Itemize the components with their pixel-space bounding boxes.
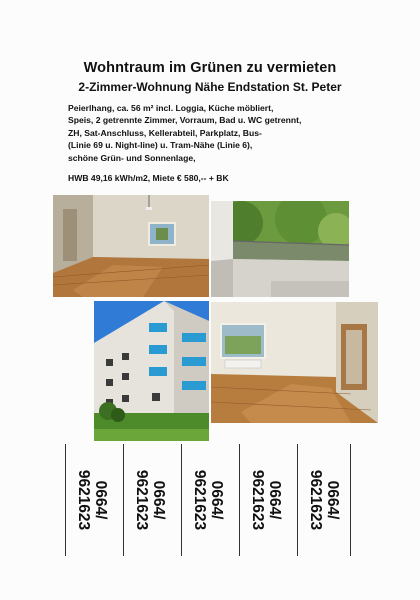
description-line: (Linie 69 u. Night-line) u. Tram-Nähe (Linie 6),	[68, 140, 253, 151]
tear-off-tab[interactable]	[297, 444, 351, 556]
room-photo-2	[211, 302, 378, 423]
description-line: Speis, 2 getrennte Zimmer, Vorraum, Bad u. WC getrennt,	[68, 115, 302, 126]
description-line: schöne Grün- und Sonnenlage,	[68, 152, 196, 163]
description-line: ZH, Sat-Anschluss, Kellerabteil, Parkplatz, Bus-	[68, 127, 262, 138]
loggia-photo	[211, 201, 349, 297]
building-photo	[94, 301, 209, 441]
description-line: Peierlhang, ca. 56 m² incl. Loggia, Küche möbliert,	[68, 103, 274, 113]
room-photo-1	[53, 195, 209, 297]
phone-number: 0664/ 9621623	[75, 469, 109, 531]
phone-number: 0664/ 9621623	[249, 469, 283, 531]
flyer-subtitle: 2-Zimmer-Wohnung Nähe Endstation St. Peter	[78, 80, 342, 94]
flyer-title: Wohntraum im Grünen zu vermieten	[83, 60, 337, 76]
tear-off-tab[interactable]	[239, 444, 292, 556]
phone-number: 0664/ 9621623	[133, 469, 167, 531]
tear-off-tab[interactable]	[65, 444, 118, 556]
price-line: HWB 49,16 kWh/m2, Miete € 580,-- + BK	[68, 173, 229, 183]
tear-off-tab[interactable]	[181, 444, 234, 556]
tear-off-tab[interactable]	[123, 444, 176, 556]
description	[68, 102, 368, 164]
phone-number: 0664/ 9621623	[191, 469, 225, 531]
phone-number: 0664/ 9621623	[307, 469, 341, 531]
tear-off-strips	[65, 444, 365, 556]
